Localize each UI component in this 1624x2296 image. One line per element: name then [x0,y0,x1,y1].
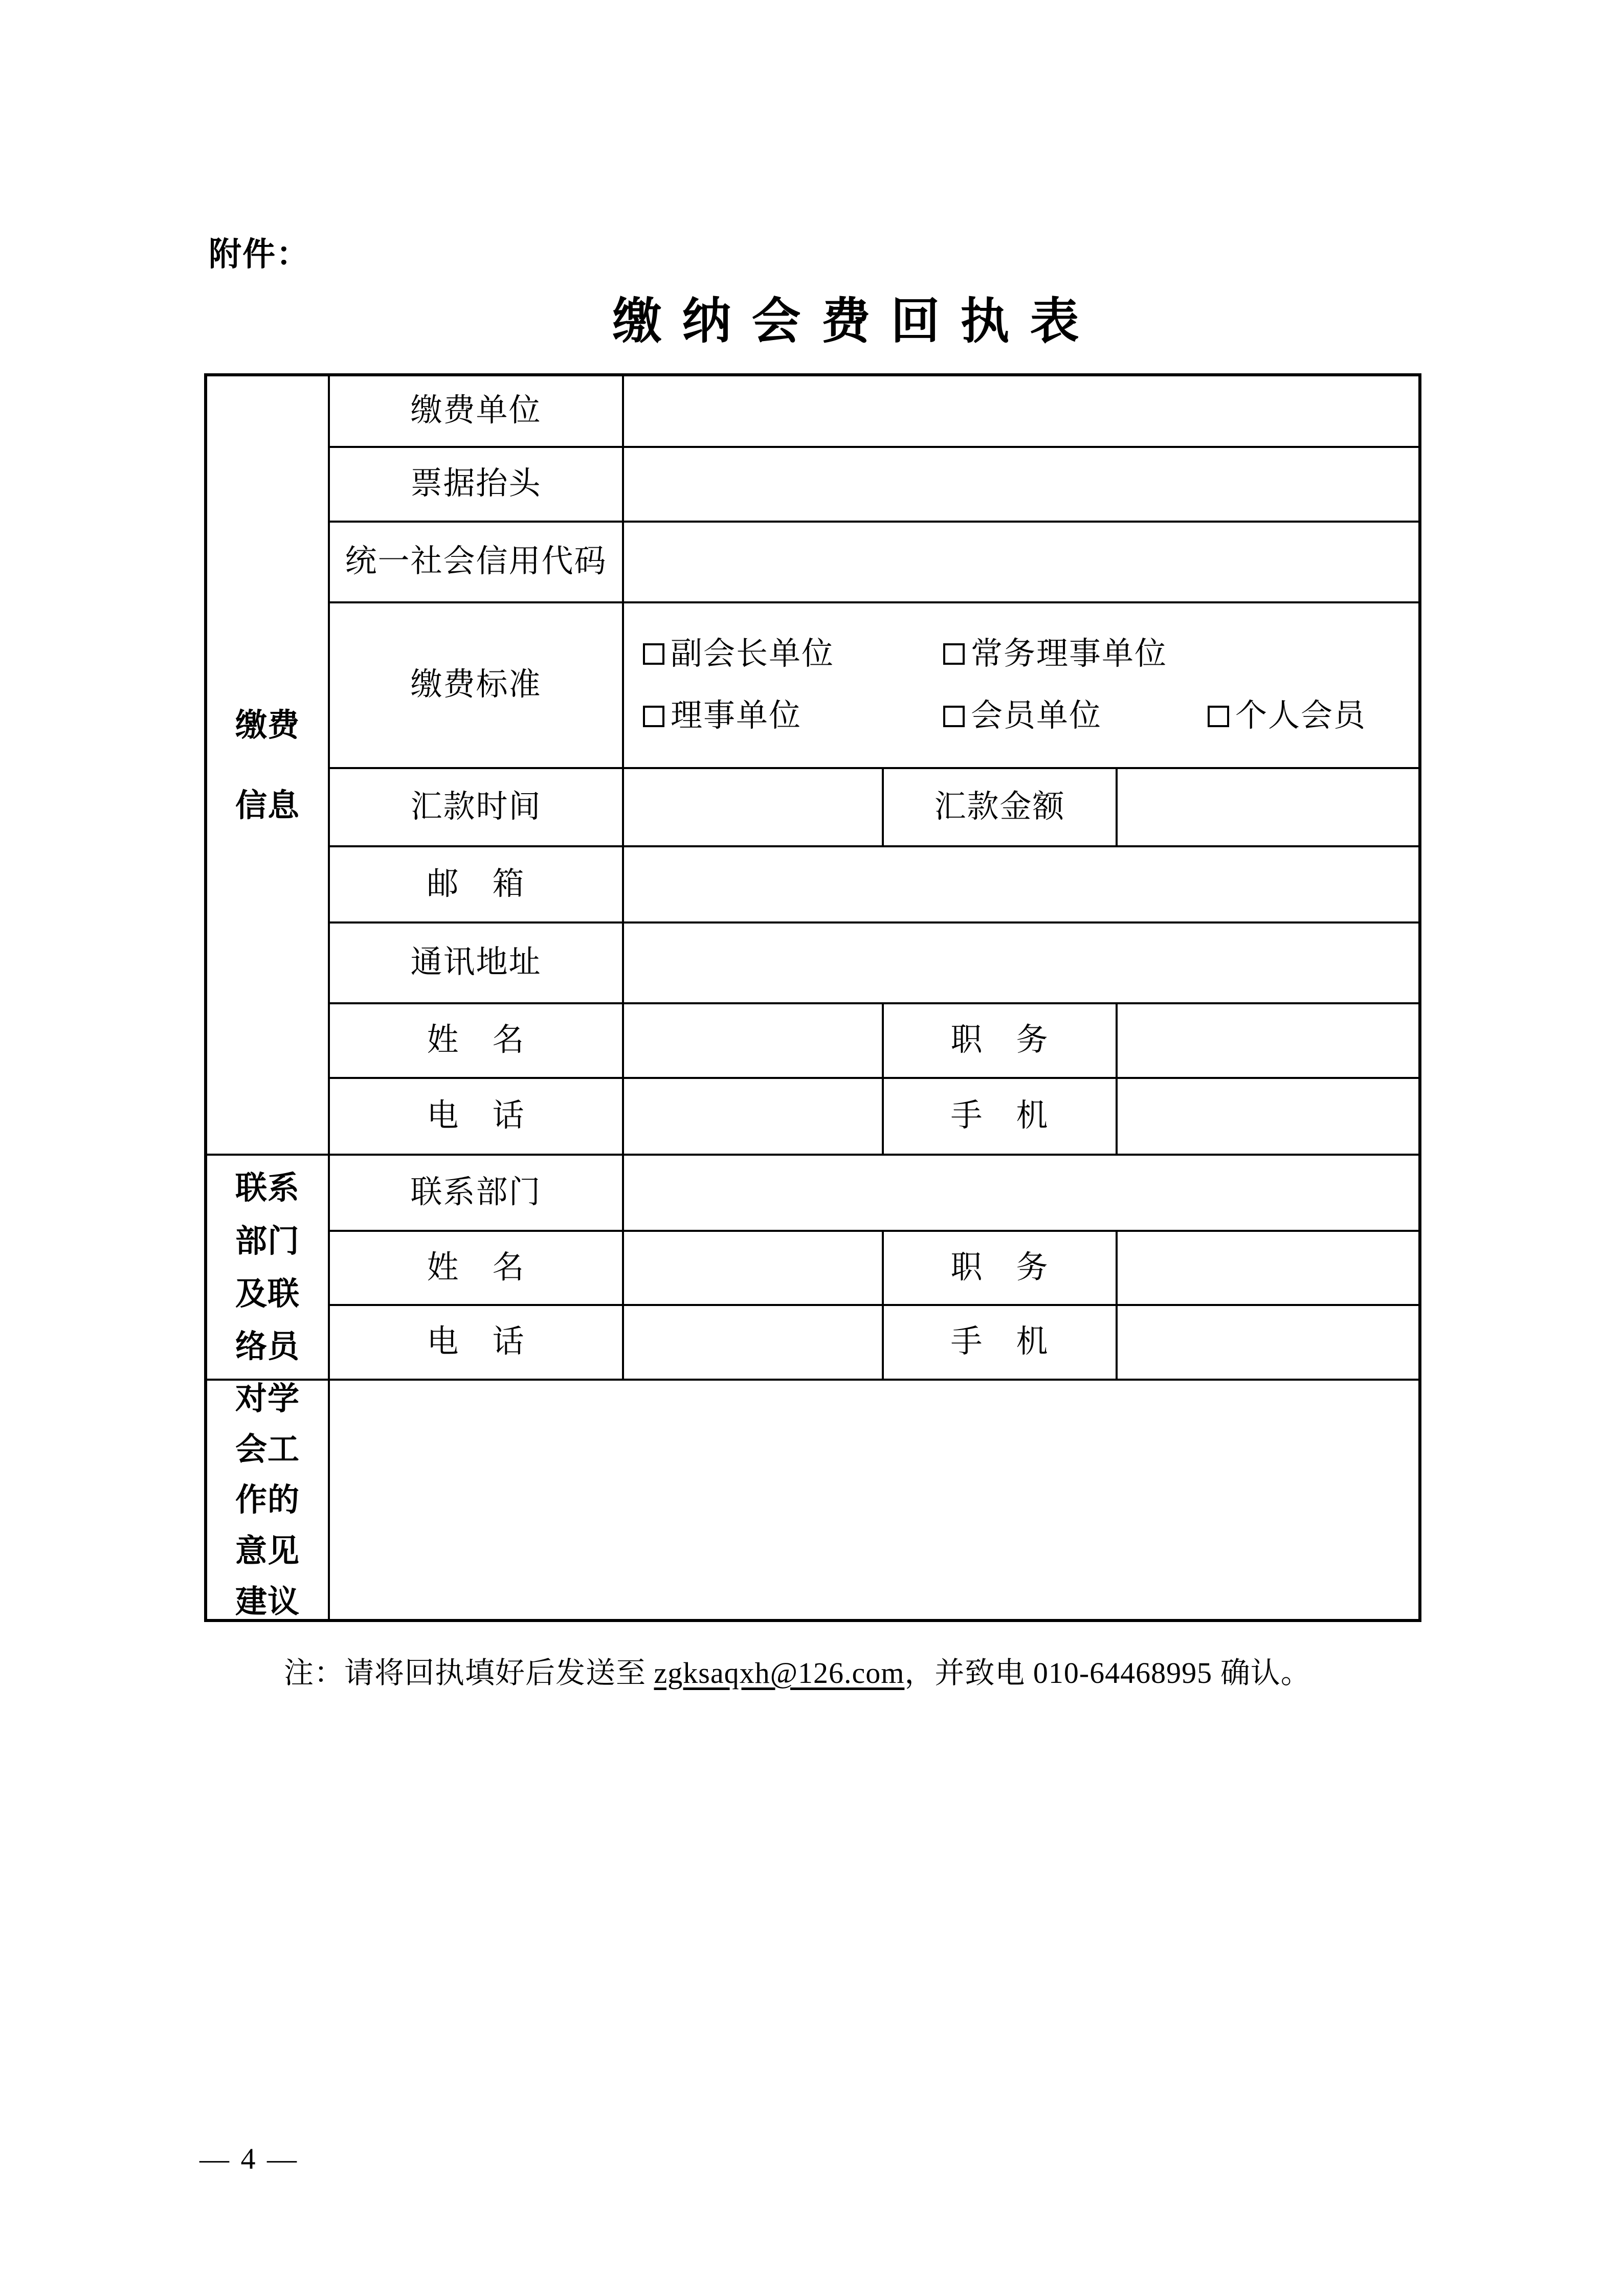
label-payer-unit: 缴费单位 [330,376,624,448]
checkbox-icon [643,706,664,727]
address-input-cell[interactable] [624,924,1418,1004]
note-suffix: 确认。 [1212,1656,1311,1690]
section-header-line: 部门 [235,1222,300,1259]
label-payment-mobile: 手 机 [884,1079,1118,1156]
label-remit-amount: 汇款金额 [884,769,1118,847]
fee-option-member-unit[interactable] [943,698,1208,734]
fee-option-executive-director-unit[interactable] [943,636,1167,672]
email-link[interactable]: zgksaqxh@126.com [654,1656,905,1690]
section-header-line: 意见 [235,1532,300,1569]
fee-option-label: 理事单位 [671,699,802,733]
fee-option-label: 常务理事单位 [971,636,1168,671]
label-address: 通讯地址 [330,924,624,1004]
footer-note [284,1649,1311,1692]
credit-code-input-cell[interactable] [624,523,1418,603]
payer-unit-input-cell[interactable] [624,376,1418,448]
fee-options-row-1 [643,636,1418,672]
section-header-line: 缴费 [235,706,300,744]
page-number: — 4 — [199,2142,299,2175]
label-invoice-title: 票据抬头 [330,448,624,523]
fee-standard-options-cell [624,603,1418,769]
label-credit-code: 统一社会信用代码 [330,523,624,603]
checkbox-icon [1208,706,1229,727]
label-contact-position: 职 务 [884,1232,1118,1306]
fee-receipt-table [204,373,1421,1622]
mailbox-input-cell[interactable] [624,847,1418,924]
label-mailbox: 邮 箱 [330,847,624,924]
payment-phone-input-cell[interactable] [624,1079,884,1156]
section-header-line: 对学 [235,1379,300,1417]
contact-name-input-cell[interactable] [624,1232,884,1306]
label-payment-position: 职 务 [884,1004,1118,1079]
label-contact-mobile: 手 机 [884,1306,1118,1381]
note-middle: ，并致电 [904,1656,1033,1690]
section-header-payment-info [207,376,330,1156]
checkbox-icon [943,706,965,727]
payment-name-input-cell[interactable] [624,1004,884,1079]
label-contact-dept: 联系部门 [330,1156,624,1232]
section-header-line: 联系 [235,1169,300,1207]
section-header-opinion [207,1381,330,1619]
fee-option-individual-member[interactable] [1208,698,1366,734]
invoice-title-input-cell[interactable] [624,448,1418,523]
checkbox-icon [643,643,664,665]
remit-amount-input-cell[interactable] [1118,769,1418,847]
fee-option-label: 副会长单位 [671,636,835,671]
label-contact-name: 姓 名 [330,1232,624,1306]
note-prefix: 注：请将回执填好后发送至 [284,1656,654,1690]
label-payment-phone: 电 话 [330,1079,624,1156]
label-fee-standard: 缴费标准 [330,603,624,769]
attachment-label: 附件： [209,236,310,274]
label-contact-phone: 电 话 [330,1306,624,1381]
contact-dept-input-cell[interactable] [624,1156,1418,1232]
checkbox-icon [943,643,965,665]
fee-options-row-2 [643,698,1418,734]
fee-option-label: 个人会员 [1235,699,1367,733]
fee-option-label: 会员单位 [971,699,1102,733]
contact-phone-input-cell[interactable] [624,1306,884,1381]
section-header-line: 作的 [235,1481,300,1519]
remit-time-input-cell[interactable] [624,769,884,847]
contact-mobile-input-cell[interactable] [1118,1306,1418,1381]
label-remit-time: 汇款时间 [330,769,624,847]
label-payment-name: 姓 名 [330,1004,624,1079]
section-header-line: 及联 [235,1275,300,1312]
payment-mobile-input-cell[interactable] [1118,1079,1418,1156]
payment-position-input-cell[interactable] [1118,1004,1418,1079]
opinion-input-cell[interactable] [330,1381,1418,1619]
section-header-line: 信息 [235,786,300,824]
section-header-contact [207,1156,330,1381]
fee-option-vice-president-unit[interactable] [643,636,943,672]
page-title: 缴 纳 会 费 回 执 表 [612,294,1083,349]
note-phone: 010-64468995 [1033,1656,1213,1690]
section-header-line: 建议 [235,1582,300,1620]
fee-option-director-unit[interactable] [643,698,943,734]
contact-position-input-cell[interactable] [1118,1232,1418,1306]
section-header-line: 会工 [235,1430,300,1468]
section-header-line: 络员 [235,1327,300,1365]
